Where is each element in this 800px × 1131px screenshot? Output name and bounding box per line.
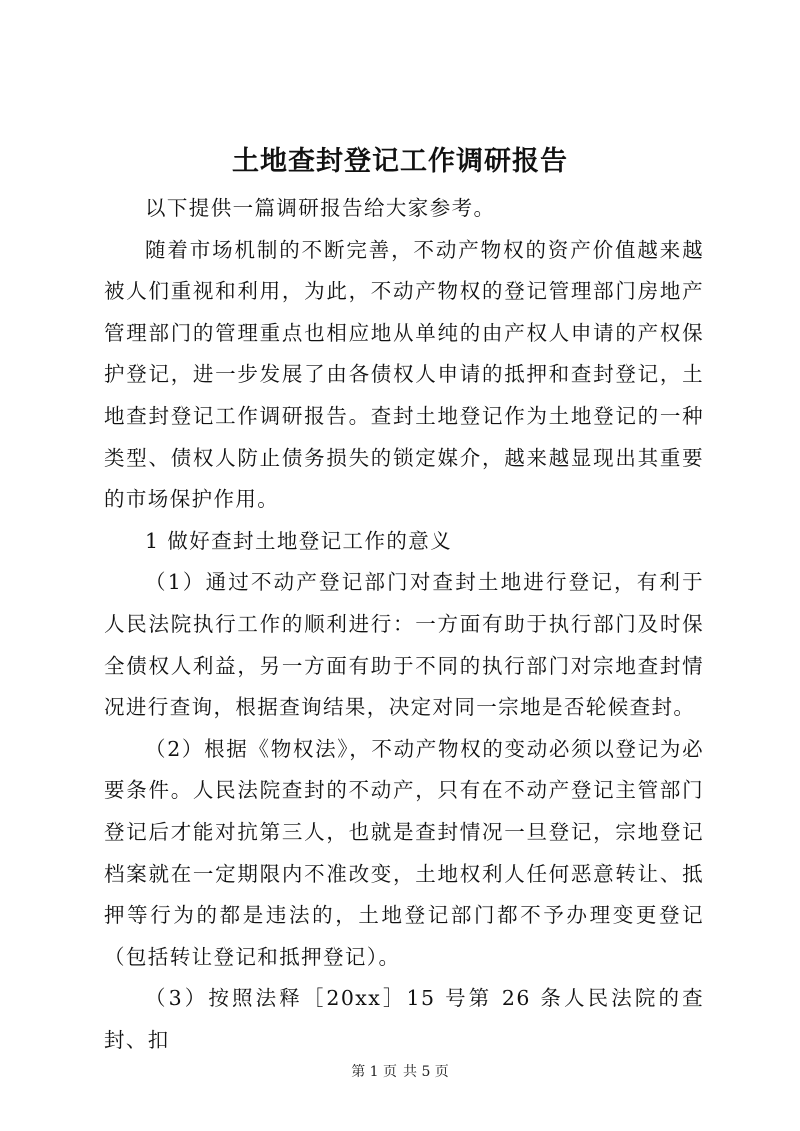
page-total: 共 5 页 [403,1064,449,1080]
page-number: 第 1 页 [351,1064,397,1080]
document-title: 土地查封登记工作调研报告 [232,146,568,177]
paragraph-point-1: （1）通过不动产登记部门对查封土地进行登记，有利于人民法院执行工作的顺利进行：一方面有助于执行部门及时保全债权人利益，另一方面有助于不同的执行部门对宗地查封情况进行查询，根据查询结果，决定对同一宗地是否轮候查封。 [104,570,704,720]
paragraph-point-2: （2）根据《物权法》，不动产物权的变动必须以登记为必要条件。人民法院查封的不动产，只有在不动产登记主管部门登记后才能对抗第三人，也就是查封情况一旦登记，宗地登记档案就在一定期限内不准改变，土地权利人任何恶意转让、抵押等行为的都是违法的，土地登记部门都不予办理变更登记（包括转让登记和抵押登记）。 [104,736,704,969]
paragraph-point-3: （3）按照法释［20xx］15 号第 26 条人民法院的查封、扣 [104,986,704,1052]
section-heading: 1 做好查封土地登记工作的意义 [145,528,453,553]
page-footer [0,1062,800,1082]
document-body [104,188,704,1061]
paragraph-intro: 以下提供一篇调研报告给大家参考。 [145,196,496,220]
paragraph-background: 随着市场机制的不断完善，不动产物权的资产价值越来越被人们重视和利用，为此，不动产物权的登记管理部门房地产管理部门的管理重点也相应地从单纯的由产权人申请的产权保护登记，进一步发展了由各债权人申请的抵押和查封登记，土地查封登记工作调研报告。查封土地登记作为土地登记的一种类型、债权人防止债务损失的锁定媒介，越来越显现出其重要的市场保护作用。 [104,237,704,512]
